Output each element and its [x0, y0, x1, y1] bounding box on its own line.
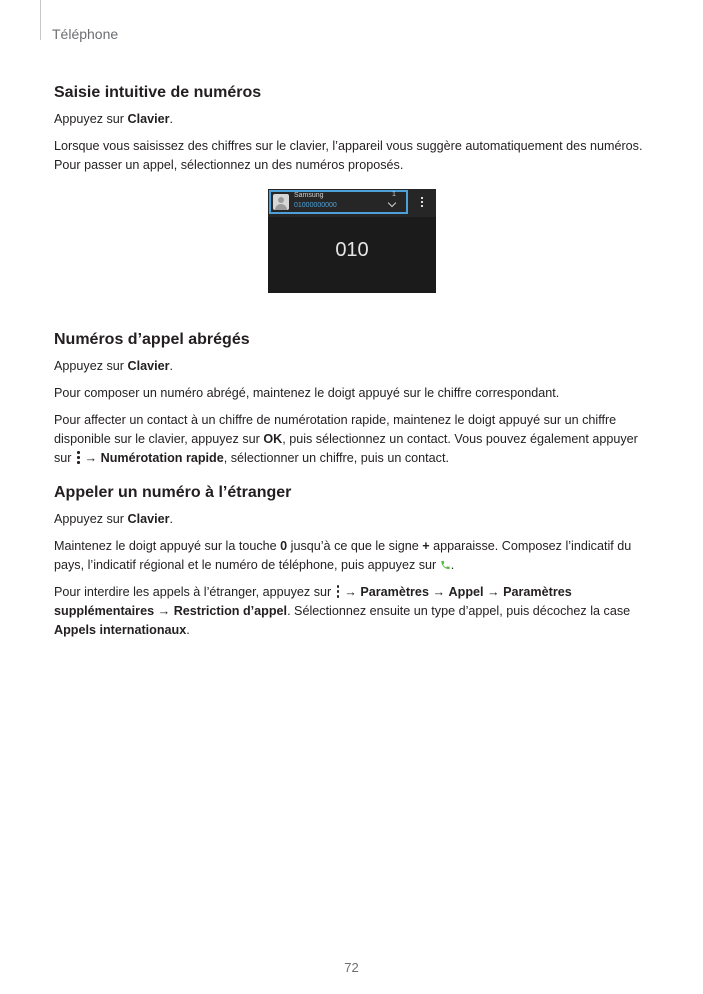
ui-term: Appels internationaux [54, 623, 187, 637]
paragraph: Appuyez sur Clavier. [54, 512, 174, 526]
header-rule [40, 0, 41, 40]
ui-term: Paramètres supplémentaires [54, 585, 572, 618]
more-options-icon [336, 585, 340, 598]
ui-term: Clavier [127, 359, 170, 373]
paragraph: Pour affecter un contact à un chiffre de numérotation rapide, maintenez le doigt appuyé sur un chiffre disponible sur le clavier, appuyez sur OK, puis sélectionnez un contact. Vous pouvez également appuyer sur → Numérotation rapide, sélectionner un chiffre, puis un contact. [54, 413, 638, 465]
section-title: Numéros d’appel abrégés [54, 331, 250, 348]
section-title: Saisie intuitive de numéros [54, 84, 262, 101]
page-number: 72 [344, 960, 359, 975]
section-speed-dial [54, 331, 654, 468]
section-title: Appeler un numéro à l’étranger [54, 484, 292, 501]
ui-term: Clavier [127, 112, 170, 126]
page-content [54, 84, 654, 648]
section-intuitive-dialing [54, 84, 654, 293]
paragraph: Pour interdire les appels à l’étranger, appuyez sur → Paramètres → Appel → Paramètres supplémentaires → Restriction d’appel. Sélectionnez ensuite un type d’appel, puis décochez la case Appels internationaux. [54, 585, 631, 637]
ui-term: Paramètres [360, 585, 429, 599]
paragraph: Appuyez sur Clavier. [54, 112, 174, 126]
paragraph: Lorsque vous saisissez des chiffres sur le clavier, l’appareil vous suggère automatiquement des numéros. Pour passer un appel, sélectionnez un des numéros proposés. [54, 139, 643, 172]
ui-term: + [422, 539, 430, 553]
ui-term: 0 [280, 539, 288, 553]
dialed-digits: 010 [335, 239, 369, 261]
ui-term: Numérotation rapide [100, 451, 224, 465]
header-section-label: Téléphone [52, 26, 119, 42]
suggested-contact-number: 01000000000 [294, 202, 337, 209]
ui-term: Restriction d’appel [173, 604, 288, 618]
suggested-contact-name: Samsung [294, 192, 324, 199]
more-options-icon [76, 451, 80, 464]
dialer-screenshot [268, 189, 436, 293]
paragraph: Pour composer un numéro abrégé, maintenez le doigt appuyé sur le chiffre correspondant. [54, 386, 560, 400]
ui-term: Clavier [127, 512, 170, 526]
ui-term: OK [263, 432, 283, 446]
suggestion-count: 1 [392, 191, 396, 198]
paragraph: Maintenez le doigt appuyé sur la touche 0 jusqu’à ce que le signe + apparaisse. Composez l’indicatif du pays, l’indicatif régional et le numéro de téléphone, puis appuyez sur . [54, 539, 632, 572]
ui-term: Appel [448, 585, 484, 599]
section-international-call [54, 484, 654, 640]
paragraph: Appuyez sur Clavier. [54, 359, 174, 373]
more-options-icon [421, 197, 423, 209]
contact-avatar-icon [273, 194, 289, 210]
phone-icon [440, 559, 451, 571]
